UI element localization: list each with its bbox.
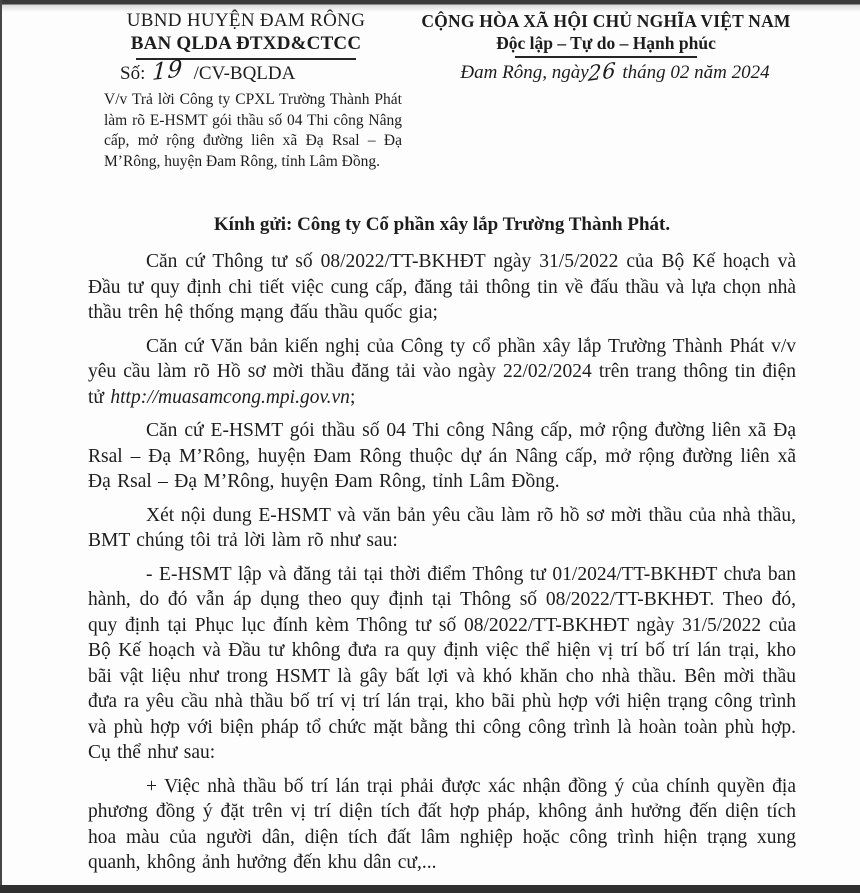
day-handwritten: 26 (587, 58, 617, 86)
paragraph-consideration: Xét nội dung E-HSMT và văn bản yêu cầu làm rõ hồ sơ mời thầu của nhà thầu, BMT chúng tôi trả lời làm rõ như sau: (88, 504, 796, 551)
place-date-rest: tháng 02 năm 2024 (622, 62, 770, 83)
paragraph-2-text: Căn cứ Văn bản kiến nghị của Công ty cổ phần xây lắp Trường Thành Phát v/v yêu cầu làm rõ Hồ sơ mời thầu đăng tải vào ngày 22/02/2024 trên trang thông tin điện tử (88, 335, 796, 408)
paragraph-legal-basis-1: Căn cứ Thông tư số 08/2022/TT-BKHĐT ngày 31/5/2022 của Bộ Kế hoạch và Đầu tư quy định chi tiết việc cung cấp, đăng tải thông tin về đấu thầu và lựa chọn nhà thầu trên hệ thống mạng đấu thầu quốc gia; (88, 251, 796, 323)
place-date-line (432, 58, 798, 86)
national-motto: Độc lập – Tự do – Hạnh phúc (496, 33, 716, 53)
procurement-portal-url: http://muasamcong.mpi.gov.vn (110, 386, 350, 408)
paragraph-response-detail: - E-HSMT lập và đăng tải tại thời điểm Thông tư 01/2024/TT-BKHĐT chưa ban hành, do đó vẫn áp dụng theo quy định tại Thông số 08/2022/TT-BKHĐT. Theo đó, quy định tại Phục lục đính kèm Thông tư số 08/2022/TT-BKHĐT ngày 31/5/2022 của Bộ Kế hoạch và Đầu tư không đưa ra quy định việc thể hiện vị trí bố trí lán trại, kho bãi vật liệu như trong HSMT là gây bất lợi và khó khăn cho nhà thầu. Bên mời thầu đưa ra yêu cầu nhà thầu bố trí vị trí lán trại, kho bãi phù hợp với hiện trạng công trình và phù hợp với biện pháp tổ chức mặt bằng thi công công trình là hoàn toàn phù hợp. Cụ thể như sau: (88, 563, 796, 763)
salutation-line: Kính gửi: Công ty Cổ phần xây lắp Trường Thành Phát. (213, 214, 671, 235)
agency-department-name: BAN QLDA ĐTXD&CTCC (130, 33, 362, 54)
national-title: CỘNG HÒA XÃ HỘI CHỦ NGHĨA VIỆT NAM (421, 11, 791, 31)
paragraph-camp-requirement: + Việc nhà thầu bố trí lán trại phải được xác nhận đồng ý của chính quyền địa phương đồng ý đặt trên vị trí diện tích đất hợp pháp, không ảnh hưởng đến diện tích hoa màu của người dân, diện tích đất lâm nghiệp hoặc công trình hiện trạng xung quanh, không ảnh hưởng đến khu dân cư,... (88, 775, 796, 873)
paragraph-legal-basis-3: Căn cứ E-HSMT gói thầu số 04 Thi công Nâng cấp, mở rộng đường liên xã Đạ Rsal – Đạ M’Rông, huyện Đam Rông thuộc dự án Nâng cấp, mở rộng đường liên xã Đạ Rsal – Đạ M’Rông, huyện Đam Rông, tỉnh Lâm Đồng. (88, 420, 796, 492)
agency-parent-name: UBND HUYỆN ĐAM RÔNG (126, 10, 366, 31)
place-date-prefix: Đam Rông, ngày (460, 62, 589, 83)
letter-body (88, 249, 796, 884)
document-number-line (120, 55, 296, 87)
document-number-label: Số: (120, 63, 146, 84)
subject-abstract: V/v Trả lời Công ty CPXL Trường Thành Phát làm rõ E-HSMT gói thầu số 04 Thi công Nâng cấp, mở rộng đường liên xã Đạ Rsal – Đạ M’Rông, huyện Đam Rông, tỉnh Lâm Đồng. (104, 91, 402, 170)
document-number-handwritten: 19 (151, 55, 185, 87)
issuing-agency-block (116, 9, 376, 60)
paragraph-2-end: ; (349, 386, 356, 408)
motto-underline (515, 56, 697, 58)
scan-edge-left (0, 0, 2, 893)
document-number-code: /CV-BQLDA (193, 63, 296, 84)
national-header-block (418, 11, 794, 58)
scan-edge-bottom (0, 885, 860, 893)
paragraph-legal-basis-2 (88, 334, 796, 411)
